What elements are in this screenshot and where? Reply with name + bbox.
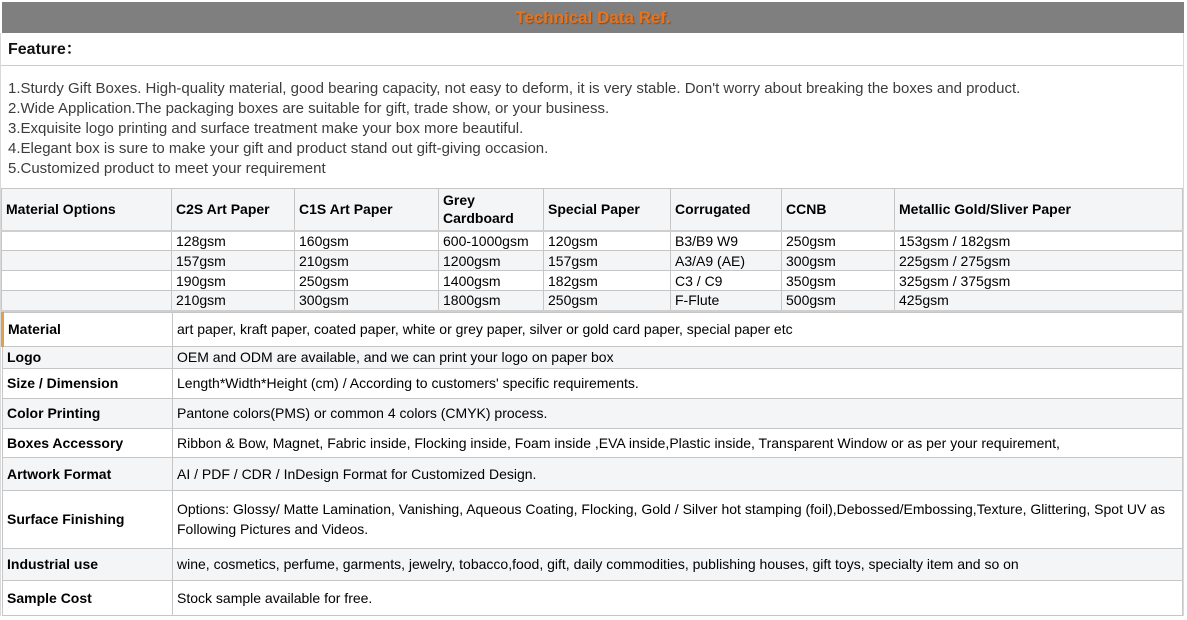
table-cell: 225gsm / 275gsm [895,251,1183,271]
row-label: Material [3,312,173,346]
feature-item: 5.Customized product to meet your requirement [8,160,326,177]
row-value: art paper, kraft paper, coated paper, white or grey paper, silver or gold card paper, special paper etc [173,312,1183,346]
table-row [3,368,1183,398]
table-row [3,580,1183,615]
feature-item: 1.Sturdy Gift Boxes. High-quality material, good bearing capacity, not easy to deform, it is very stable. Don't worry about breaking the boxes and product. [8,80,1021,97]
row-value: OEM and ODM are available, and we can print your logo on paper box [173,346,1183,368]
row-label: Logo [3,346,173,368]
feature-heading: Feature： [1,33,1183,66]
table-cell: 325gsm / 375gsm [895,271,1183,291]
materials-table-header [2,189,1183,231]
row-value: Length*Width*Height (cm) / According to customers' specific requirements. [173,368,1183,398]
table-cell: 210gsm [172,291,295,311]
row-value: AI / PDF / CDR / InDesign Format for Customized Design. [173,457,1183,490]
table-row [3,457,1183,490]
column-header: Grey Cardboard [439,189,544,231]
table-cell: 160gsm [295,231,439,251]
table-cell: F-Flute [671,291,782,311]
row-value: Ribbon & Bow, Magnet, Fabric inside, Flocking inside, Foam inside ,EVA inside,Plastic inside, Transparent Window or as per your requirement, [173,428,1183,457]
table-cell: A3/A9 (AE) [671,251,782,271]
table-cell: 182gsm [544,271,671,291]
column-header: Metallic Gold/Sliver Paper [895,189,1183,231]
table-cell: 250gsm [782,231,895,251]
table-cell: 500gsm [782,291,895,311]
column-header: Special Paper [544,189,671,231]
row-label: Size / Dimension [3,368,173,398]
table-row [3,312,1183,346]
table-row [2,271,1183,291]
table-row [3,548,1183,580]
table-row [2,251,1183,271]
materials-table-body [2,231,1183,311]
table-cell: 250gsm [544,291,671,311]
column-header: Material Options [2,189,172,231]
table-cell: 157gsm [544,251,671,271]
table-cell: C3 / C9 [671,271,782,291]
table-row [2,291,1183,311]
table-cell: 153gsm / 182gsm [895,231,1183,251]
row-label: Sample Cost [3,580,173,615]
page-title: Technical Data Ref. [2,2,1184,33]
feature-item: 4.Elegant box is sure to make your gift and product stand out gift-giving occasion. [8,140,549,157]
details-table [1,312,1183,616]
table-cell: 425gsm [895,291,1183,311]
row-value: Pantone colors(PMS) or common 4 colors (CMYK) process. [173,398,1183,428]
table-cell: 600-1000gsm [439,231,544,251]
table-cell: 210gsm [295,251,439,271]
table-cell: 157gsm [172,251,295,271]
table-row [3,428,1183,457]
column-header: CCNB [782,189,895,231]
table-cell [2,231,172,251]
table-cell: 1400gsm [439,271,544,291]
table-cell: B3/B9 W9 [671,231,782,251]
table-row [3,346,1183,368]
table-cell: 128gsm [172,231,295,251]
column-header: C1S Art Paper [295,189,439,231]
column-header: Corrugated [671,189,782,231]
table-cell: 250gsm [295,271,439,291]
table-row [2,231,1183,251]
row-label: Color Printing [3,398,173,428]
table-cell: 1800gsm [439,291,544,311]
feature-item: 2.Wide Application.The packaging boxes are suitable for gift, trade show, or your business. [8,100,610,117]
table-header-row [2,189,1183,231]
row-label: Boxes Accessory [3,428,173,457]
table-cell: 300gsm [295,291,439,311]
feature-item: 3.Exquisite logo printing and surface treatment make your box more beautiful. [8,120,524,137]
row-label: Industrial use [3,548,173,580]
table-cell: 350gsm [782,271,895,291]
table-cell: 120gsm [544,231,671,251]
details-table-body [3,312,1183,615]
table-row [3,398,1183,428]
table-cell: 1200gsm [439,251,544,271]
row-label: Surface Finishing [3,490,173,548]
row-value: Stock sample available for free. [173,580,1183,615]
materials-table [1,188,1183,312]
table-cell: 190gsm [172,271,295,291]
table-cell [2,291,172,311]
row-label: Artwork Format [3,457,173,490]
feature-list [1,66,1183,188]
content [0,33,1184,616]
table-row [3,490,1183,548]
row-value: wine, cosmetics, perfume, garments, jewelry, tobacco,food, gift, daily commodities, publishing houses, gift toys, specialty item and so on [173,548,1183,580]
table-cell [2,271,172,291]
table-cell [2,251,172,271]
column-header: C2S Art Paper [172,189,295,231]
row-value: Options: Glossy/ Matte Lamination, Vanishing, Aqueous Coating, Flocking, Gold / Silver hot stamping (foil),Debossed/Embossing,Texture, Glittering, Spot UV as Following Pictures and Videos. [173,490,1183,548]
table-cell: 300gsm [782,251,895,271]
